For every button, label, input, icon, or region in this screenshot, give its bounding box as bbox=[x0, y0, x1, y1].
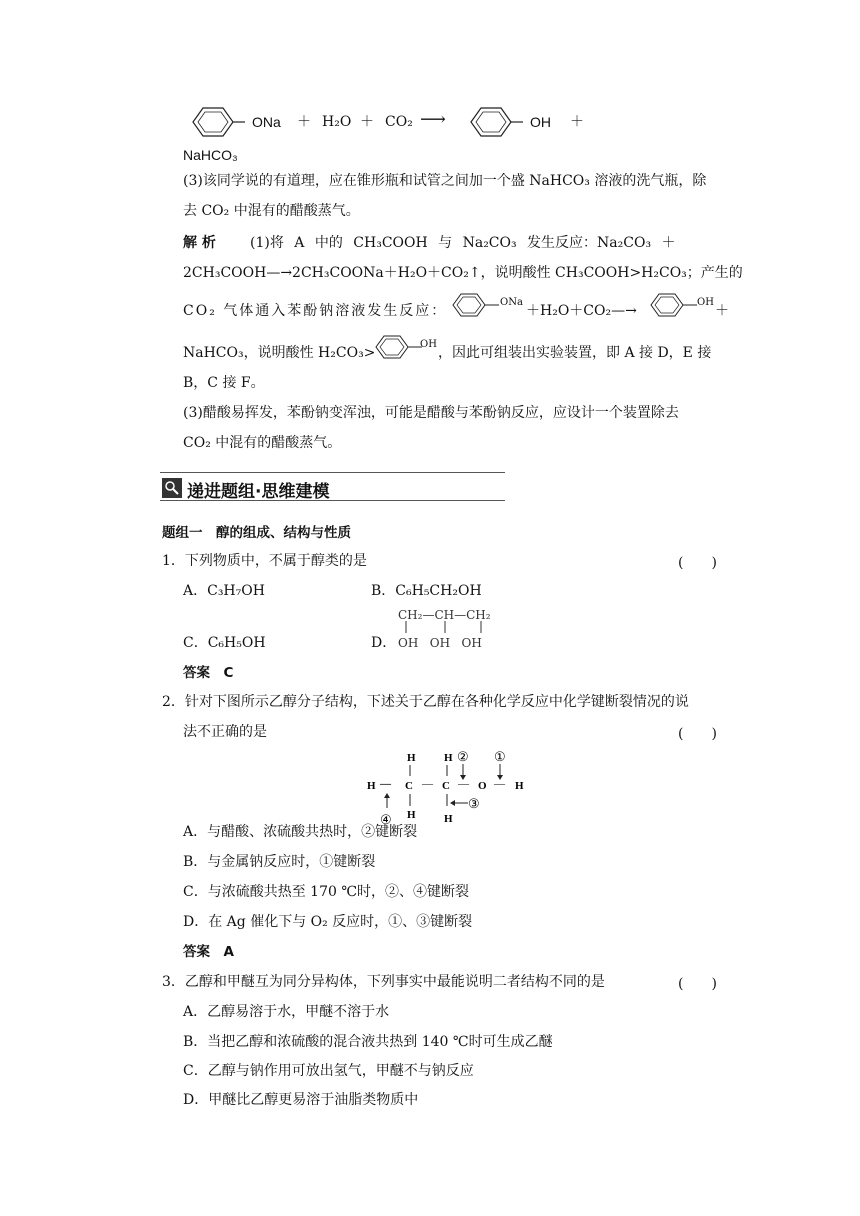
glycerol-oh: OH OH OH bbox=[398, 636, 482, 650]
magnifier-icon bbox=[162, 478, 182, 498]
atom-h-bot-1: H bbox=[407, 809, 416, 821]
svg-text:—: — bbox=[458, 778, 469, 790]
glycerol-chain: CH₂—CH—CH₂ bbox=[398, 608, 491, 622]
phenol-ring-inline-2 bbox=[370, 332, 422, 362]
q3-option-d: D．甲醚比乙醇更易溶于油脂类物质中 bbox=[183, 1092, 419, 1108]
q1-option-d: D． bbox=[371, 635, 397, 651]
atom-o: O bbox=[478, 780, 487, 792]
bond-label-1: ① bbox=[494, 749, 506, 764]
q1-answer-bracket: ( ) bbox=[678, 555, 717, 571]
q2-answer: 答案 A bbox=[183, 944, 234, 960]
eq-plus-3: ＋ bbox=[570, 114, 584, 130]
svg-text:—: — bbox=[422, 778, 433, 790]
bond-label-3: ③ bbox=[468, 796, 480, 811]
q1-stem: 1．下列物质中，不属于醇类的是 bbox=[162, 553, 367, 569]
glycerol-bonds bbox=[398, 620, 498, 634]
bond-label-4: ④ bbox=[380, 812, 392, 827]
svg-text:—: — bbox=[494, 778, 505, 790]
q2-option-a: A．与醋酸、浓硫酸共热时，②键断裂 bbox=[183, 824, 418, 840]
analysis-line-3c: ＋ bbox=[715, 303, 729, 319]
analysis-line-3a: CO₂ 气体通入苯酚钠溶液发生反应： bbox=[183, 303, 448, 319]
phenoxide-ring-inline bbox=[447, 290, 499, 320]
q1-option-c: C．C₆H₅OH bbox=[183, 635, 266, 651]
eq-h2o: H₂O bbox=[322, 114, 352, 130]
analysis-line-4a: NaHCO₃，说明酸性 H₂CO₃> bbox=[183, 345, 376, 361]
phenol-ring-top bbox=[463, 104, 523, 140]
atom-h-bot-2: H bbox=[444, 813, 453, 825]
q3-option-c: C．乙醇与钠作用可放出氢气，甲醚不与钠反应 bbox=[183, 1063, 474, 1079]
q2-stem-1: 2．针对下图所示乙醇分子结构，下述关于乙醇在各种化学反应中化学键断裂情况的说 bbox=[162, 694, 689, 710]
atom-c-1: C bbox=[405, 780, 413, 792]
section-title: 递进题组·思维建模 bbox=[187, 482, 330, 502]
atom-h-left: H bbox=[367, 780, 376, 792]
answer3-line-a: (3)该同学说的有道理，应在锥形瓶和试管之间加一个盛 NaHCO₃ 溶液的洗气瓶，除 bbox=[183, 173, 707, 189]
analysis-line-1: (1)将 A 中的 CH₃COOH 与 Na₂CO₃ 发生反应：Na₂CO₃ ＋ bbox=[250, 235, 676, 251]
atom-h-right: H bbox=[515, 780, 524, 792]
analysis-line-6: (3)醋酸易挥发，苯酚钠变浑浊，可能是醋酸与苯酚钠反应，应设计一个装置除去 bbox=[183, 405, 679, 421]
eq-nahco3: NaHCO₃ bbox=[183, 147, 238, 163]
analysis-line-7: CO₂ 中混有的醋酸蒸气。 bbox=[183, 435, 342, 451]
phenol-ring-inline bbox=[645, 290, 697, 320]
analysis-line-2: 2CH₃COOH—→2CH₃COONa＋H₂O＋CO₂↑，说明酸性 CH₃COOH>H₂CO₃；产生的 bbox=[183, 265, 743, 281]
inline-oh-1: OH bbox=[697, 297, 714, 308]
phenoxide-ring-top bbox=[185, 104, 245, 140]
eq-co2: CO₂ bbox=[385, 114, 413, 130]
analysis-line-4b: ，因此可组装出实验装置，即 A 接 D，E 接 bbox=[438, 345, 712, 361]
eq-oh: OH bbox=[530, 114, 551, 130]
q1-option-a: A．C₃H₇OH bbox=[183, 583, 265, 599]
inline-oh-2: OH bbox=[420, 339, 437, 350]
svg-text:—: — bbox=[380, 778, 391, 790]
q2-option-c: C．与浓硫酸共热至 170 ℃时，②、④键断裂 bbox=[183, 884, 469, 900]
q3-answer-bracket: ( ) bbox=[678, 976, 717, 992]
section-rule-top bbox=[160, 472, 505, 473]
bond-label-2: ② bbox=[457, 749, 469, 764]
inline-ona: ONa bbox=[500, 297, 523, 308]
q1-answer: 答案 C bbox=[183, 665, 234, 681]
q3-stem: 3．乙醇和甲醚互为同分异构体，下列事实中最能说明二者结构不同的是 bbox=[162, 974, 605, 990]
eq-arrow: ⟶ bbox=[420, 109, 446, 130]
atom-c-2: C bbox=[442, 780, 450, 792]
analysis-line-3b: ＋H₂O＋CO₂—→ bbox=[526, 303, 637, 319]
analysis-label: 解 析 bbox=[183, 235, 216, 251]
q2-option-d: D．在 Ag 催化下与 O₂ 反应时，①、③键断裂 bbox=[183, 914, 473, 930]
analysis-line-5: B，C 接 F。 bbox=[183, 375, 265, 391]
eq-ona: ONa bbox=[252, 114, 281, 130]
q3-option-b: B．当把乙醇和浓硫酸的混合液共热到 140 ℃时可生成乙醚 bbox=[183, 1034, 553, 1050]
eq-plus-1: ＋ bbox=[297, 114, 311, 130]
section-rule-bottom bbox=[160, 500, 505, 501]
q1-option-b: B．C₆H₅CH₂OH bbox=[371, 583, 482, 599]
q3-option-a: A．乙醇易溶于水，甲醚不溶于水 bbox=[183, 1004, 390, 1020]
q2-option-b: B．与金属钠反应时，①键断裂 bbox=[183, 854, 376, 870]
eq-plus-2: ＋ bbox=[360, 114, 374, 130]
atom-h-top-2: H bbox=[444, 752, 453, 764]
q2-answer-bracket: ( ) bbox=[678, 726, 717, 742]
group-title: 题组一 醇的组成、结构与性质 bbox=[162, 525, 351, 541]
answer3-line-b: 去 CO₂ 中混有的醋酸蒸气。 bbox=[183, 203, 360, 219]
atom-h-top-1: H bbox=[407, 752, 416, 764]
q2-stem-2: 法不正确的是 bbox=[183, 724, 267, 740]
